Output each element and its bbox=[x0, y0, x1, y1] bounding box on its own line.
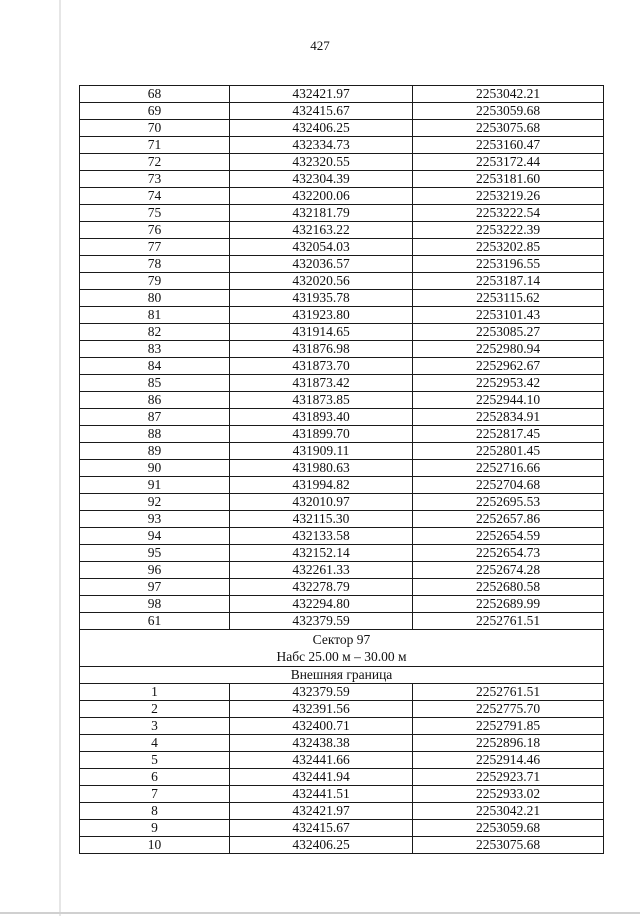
y-coordinate-cell: 2253202.85 bbox=[413, 239, 604, 256]
point-number-cell: 4 bbox=[80, 735, 230, 752]
table-row bbox=[80, 205, 604, 222]
table-row bbox=[80, 358, 604, 375]
table-row bbox=[80, 837, 604, 854]
point-number-cell: 5 bbox=[80, 752, 230, 769]
point-number-cell: 83 bbox=[80, 341, 230, 358]
y-coordinate-cell: 2252896.18 bbox=[413, 735, 604, 752]
point-number-cell: 74 bbox=[80, 188, 230, 205]
point-number-cell: 86 bbox=[80, 392, 230, 409]
table-row bbox=[80, 562, 604, 579]
point-number-cell: 94 bbox=[80, 528, 230, 545]
y-coordinate-cell: 2252674.28 bbox=[413, 562, 604, 579]
x-coordinate-cell: 432115.30 bbox=[230, 511, 413, 528]
point-number-cell: 87 bbox=[80, 409, 230, 426]
x-coordinate-cell: 431980.63 bbox=[230, 460, 413, 477]
sector-title-row bbox=[80, 630, 604, 667]
table-row bbox=[80, 86, 604, 103]
sector-title-cell bbox=[80, 630, 604, 667]
table-row bbox=[80, 443, 604, 460]
table-row bbox=[80, 684, 604, 701]
y-coordinate-cell: 2252716.66 bbox=[413, 460, 604, 477]
table-row bbox=[80, 477, 604, 494]
point-number-cell: 81 bbox=[80, 307, 230, 324]
y-coordinate-cell: 2253075.68 bbox=[413, 837, 604, 854]
point-number-cell: 95 bbox=[80, 545, 230, 562]
y-coordinate-cell: 2252933.02 bbox=[413, 786, 604, 803]
x-coordinate-cell: 432334.73 bbox=[230, 137, 413, 154]
table-row bbox=[80, 596, 604, 613]
point-number-cell: 61 bbox=[80, 613, 230, 630]
y-coordinate-cell: 2252761.51 bbox=[413, 684, 604, 701]
y-coordinate-cell: 2252834.91 bbox=[413, 409, 604, 426]
y-coordinate-cell: 2252923.71 bbox=[413, 769, 604, 786]
x-coordinate-cell: 432020.56 bbox=[230, 273, 413, 290]
x-coordinate-cell: 431873.85 bbox=[230, 392, 413, 409]
point-number-cell: 78 bbox=[80, 256, 230, 273]
point-number-cell: 85 bbox=[80, 375, 230, 392]
table-row bbox=[80, 769, 604, 786]
table-row bbox=[80, 120, 604, 137]
y-coordinate-cell: 2253042.21 bbox=[413, 86, 604, 103]
scan-bottom-line bbox=[0, 912, 640, 914]
x-coordinate-cell: 432400.71 bbox=[230, 718, 413, 735]
y-coordinate-cell: 2252704.68 bbox=[413, 477, 604, 494]
point-number-cell: 1 bbox=[80, 684, 230, 701]
point-number-cell: 10 bbox=[80, 837, 230, 854]
sector-height-range: Набс 25.00 м – 30.00 м bbox=[276, 649, 407, 664]
point-number-cell: 72 bbox=[80, 154, 230, 171]
y-coordinate-cell: 2253059.68 bbox=[413, 103, 604, 120]
x-coordinate-cell: 431914.65 bbox=[230, 324, 413, 341]
table-row bbox=[80, 511, 604, 528]
point-number-cell: 98 bbox=[80, 596, 230, 613]
table-row bbox=[80, 786, 604, 803]
y-coordinate-cell: 2252817.45 bbox=[413, 426, 604, 443]
point-number-cell: 84 bbox=[80, 358, 230, 375]
x-coordinate-cell: 432304.39 bbox=[230, 171, 413, 188]
point-number-cell: 9 bbox=[80, 820, 230, 837]
x-coordinate-cell: 432421.97 bbox=[230, 803, 413, 820]
table-row bbox=[80, 528, 604, 545]
table-row bbox=[80, 545, 604, 562]
point-number-cell: 92 bbox=[80, 494, 230, 511]
point-number-cell: 69 bbox=[80, 103, 230, 120]
point-number-cell: 76 bbox=[80, 222, 230, 239]
x-coordinate-cell: 432415.67 bbox=[230, 103, 413, 120]
y-coordinate-cell: 2253196.55 bbox=[413, 256, 604, 273]
table-row bbox=[80, 222, 604, 239]
point-number-cell: 7 bbox=[80, 786, 230, 803]
point-number-cell: 71 bbox=[80, 137, 230, 154]
x-coordinate-cell: 432054.03 bbox=[230, 239, 413, 256]
x-coordinate-cell: 432278.79 bbox=[230, 579, 413, 596]
y-coordinate-cell: 2252962.67 bbox=[413, 358, 604, 375]
point-number-cell: 6 bbox=[80, 769, 230, 786]
boundary-label: Внешняя граница bbox=[80, 667, 604, 684]
y-coordinate-cell: 2253101.43 bbox=[413, 307, 604, 324]
y-coordinate-cell: 2253222.39 bbox=[413, 222, 604, 239]
y-coordinate-cell: 2253059.68 bbox=[413, 820, 604, 837]
coordinates-bottom-section bbox=[80, 684, 604, 854]
table-row bbox=[80, 103, 604, 120]
table-row bbox=[80, 307, 604, 324]
table-row bbox=[80, 460, 604, 477]
y-coordinate-cell: 2252654.59 bbox=[413, 528, 604, 545]
point-number-cell: 77 bbox=[80, 239, 230, 256]
page-number: 427 bbox=[310, 38, 330, 53]
x-coordinate-cell: 432421.97 bbox=[230, 86, 413, 103]
table-row bbox=[80, 392, 604, 409]
y-coordinate-cell: 2252695.53 bbox=[413, 494, 604, 511]
sector-header bbox=[80, 630, 604, 684]
scan-margin-line bbox=[59, 0, 61, 916]
x-coordinate-cell: 432200.06 bbox=[230, 188, 413, 205]
sector-title: Сектор 97 bbox=[312, 632, 371, 647]
x-coordinate-cell: 431876.98 bbox=[230, 341, 413, 358]
table-row bbox=[80, 188, 604, 205]
x-coordinate-cell: 431923.80 bbox=[230, 307, 413, 324]
point-number-cell: 91 bbox=[80, 477, 230, 494]
y-coordinate-cell: 2253222.54 bbox=[413, 205, 604, 222]
y-coordinate-cell: 2252654.73 bbox=[413, 545, 604, 562]
table-row bbox=[80, 137, 604, 154]
point-number-cell: 88 bbox=[80, 426, 230, 443]
table-row bbox=[80, 718, 604, 735]
y-coordinate-cell: 2253181.60 bbox=[413, 171, 604, 188]
y-coordinate-cell: 2252680.58 bbox=[413, 579, 604, 596]
table-row bbox=[80, 154, 604, 171]
point-number-cell: 93 bbox=[80, 511, 230, 528]
y-coordinate-cell: 2253219.26 bbox=[413, 188, 604, 205]
x-coordinate-cell: 432320.55 bbox=[230, 154, 413, 171]
point-number-cell: 73 bbox=[80, 171, 230, 188]
table-row bbox=[80, 494, 604, 511]
y-coordinate-cell: 2252801.45 bbox=[413, 443, 604, 460]
point-number-cell: 68 bbox=[80, 86, 230, 103]
point-number-cell: 70 bbox=[80, 120, 230, 137]
table-row bbox=[80, 290, 604, 307]
x-coordinate-cell: 431873.70 bbox=[230, 358, 413, 375]
table-row bbox=[80, 426, 604, 443]
point-number-cell: 75 bbox=[80, 205, 230, 222]
point-number-cell: 3 bbox=[80, 718, 230, 735]
x-coordinate-cell: 432181.79 bbox=[230, 205, 413, 222]
y-coordinate-cell: 2252791.85 bbox=[413, 718, 604, 735]
table-row bbox=[80, 341, 604, 358]
x-coordinate-cell: 432406.25 bbox=[230, 120, 413, 137]
x-coordinate-cell: 432391.56 bbox=[230, 701, 413, 718]
x-coordinate-cell: 431893.40 bbox=[230, 409, 413, 426]
table-row bbox=[80, 820, 604, 837]
y-coordinate-cell: 2252657.86 bbox=[413, 511, 604, 528]
table-row bbox=[80, 256, 604, 273]
y-coordinate-cell: 2253172.44 bbox=[413, 154, 604, 171]
x-coordinate-cell: 432441.66 bbox=[230, 752, 413, 769]
x-coordinate-cell: 432415.67 bbox=[230, 820, 413, 837]
x-coordinate-cell: 432261.33 bbox=[230, 562, 413, 579]
y-coordinate-cell: 2252761.51 bbox=[413, 613, 604, 630]
x-coordinate-cell: 432379.59 bbox=[230, 613, 413, 630]
point-number-cell: 90 bbox=[80, 460, 230, 477]
y-coordinate-cell: 2253042.21 bbox=[413, 803, 604, 820]
x-coordinate-cell: 431909.11 bbox=[230, 443, 413, 460]
y-coordinate-cell: 2253115.62 bbox=[413, 290, 604, 307]
y-coordinate-cell: 2253075.68 bbox=[413, 120, 604, 137]
point-number-cell: 8 bbox=[80, 803, 230, 820]
y-coordinate-cell: 2253160.47 bbox=[413, 137, 604, 154]
point-number-cell: 2 bbox=[80, 701, 230, 718]
table-row bbox=[80, 579, 604, 596]
x-coordinate-cell: 432036.57 bbox=[230, 256, 413, 273]
y-coordinate-cell: 2252953.42 bbox=[413, 375, 604, 392]
coordinates-table bbox=[79, 85, 604, 854]
x-coordinate-cell: 432152.14 bbox=[230, 545, 413, 562]
table-row bbox=[80, 803, 604, 820]
table-row bbox=[80, 701, 604, 718]
table-row bbox=[80, 752, 604, 769]
table-row bbox=[80, 613, 604, 630]
y-coordinate-cell: 2252689.99 bbox=[413, 596, 604, 613]
table-row bbox=[80, 735, 604, 752]
x-coordinate-cell: 432133.58 bbox=[230, 528, 413, 545]
x-coordinate-cell: 432406.25 bbox=[230, 837, 413, 854]
x-coordinate-cell: 432438.38 bbox=[230, 735, 413, 752]
x-coordinate-cell: 431899.70 bbox=[230, 426, 413, 443]
x-coordinate-cell: 432441.51 bbox=[230, 786, 413, 803]
y-coordinate-cell: 2253187.14 bbox=[413, 273, 604, 290]
y-coordinate-cell: 2252944.10 bbox=[413, 392, 604, 409]
x-coordinate-cell: 432379.59 bbox=[230, 684, 413, 701]
x-coordinate-cell: 432441.94 bbox=[230, 769, 413, 786]
table-row bbox=[80, 409, 604, 426]
x-coordinate-cell: 431935.78 bbox=[230, 290, 413, 307]
point-number-cell: 97 bbox=[80, 579, 230, 596]
y-coordinate-cell: 2253085.27 bbox=[413, 324, 604, 341]
point-number-cell: 79 bbox=[80, 273, 230, 290]
x-coordinate-cell: 432010.97 bbox=[230, 494, 413, 511]
x-coordinate-cell: 432294.80 bbox=[230, 596, 413, 613]
point-number-cell: 89 bbox=[80, 443, 230, 460]
y-coordinate-cell: 2252980.94 bbox=[413, 341, 604, 358]
y-coordinate-cell: 2252914.46 bbox=[413, 752, 604, 769]
table-row bbox=[80, 239, 604, 256]
table-row bbox=[80, 324, 604, 341]
point-number-cell: 82 bbox=[80, 324, 230, 341]
table-row bbox=[80, 375, 604, 392]
coordinates-top-section bbox=[80, 86, 604, 630]
x-coordinate-cell: 431873.42 bbox=[230, 375, 413, 392]
boundary-label-row bbox=[80, 667, 604, 684]
point-number-cell: 96 bbox=[80, 562, 230, 579]
point-number-cell: 80 bbox=[80, 290, 230, 307]
x-coordinate-cell: 432163.22 bbox=[230, 222, 413, 239]
table-row bbox=[80, 171, 604, 188]
x-coordinate-cell: 431994.82 bbox=[230, 477, 413, 494]
table-row bbox=[80, 273, 604, 290]
y-coordinate-cell: 2252775.70 bbox=[413, 701, 604, 718]
